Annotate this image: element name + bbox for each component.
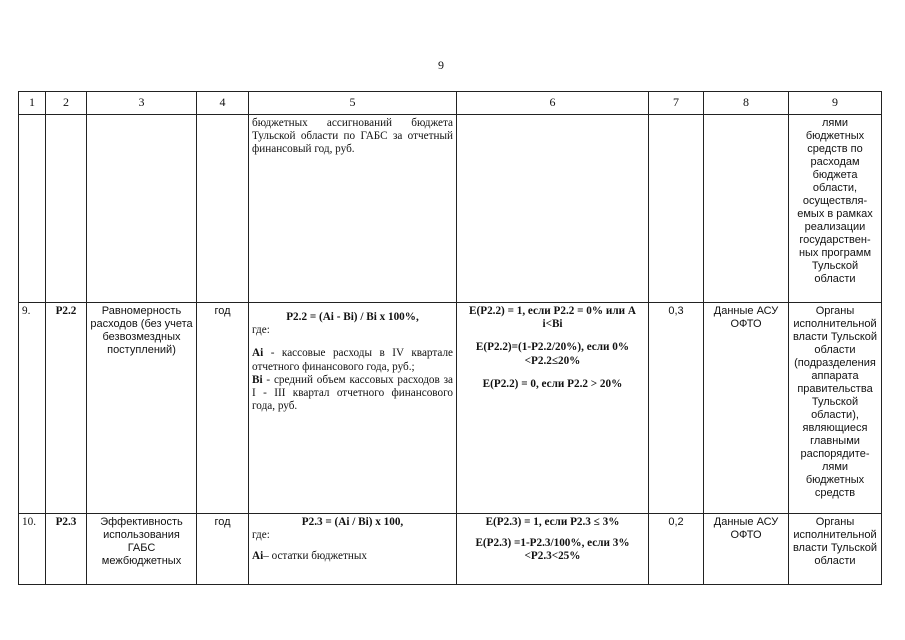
indicator-code: P2.2 bbox=[46, 303, 87, 514]
where-label: где: bbox=[252, 324, 270, 337]
period: год bbox=[197, 303, 249, 514]
responsible-cell: лями бюджетных средств по расходам бюджета области, осуществля-емых в рамках реализации государствен-ных программ Тульской области bbox=[789, 115, 882, 303]
formula-cell bbox=[249, 514, 457, 585]
definition-a: Ai– остатки бюджетных bbox=[252, 550, 367, 563]
table-row bbox=[19, 514, 882, 585]
weight: 0,2 bbox=[649, 514, 704, 585]
period: год bbox=[197, 514, 249, 585]
where-label: где: bbox=[252, 529, 270, 542]
header-cell: 7 bbox=[649, 92, 704, 115]
formula: P2.2 = (Ai - Bi) / Bi x 100%, bbox=[286, 311, 419, 323]
evaluation-cell bbox=[457, 303, 649, 514]
header-cell: 4 bbox=[197, 92, 249, 115]
evaluation-rule: E(P2.2) = 0, если P2.2 > 20% bbox=[482, 377, 623, 390]
evaluation-rule: E(P2.3) = 1, если P2.3 ≤ 3% bbox=[485, 516, 620, 528]
header-cell: 3 bbox=[87, 92, 197, 115]
indicator-name: Равномерность расходов (без учета безвозмездных поступлений) bbox=[87, 303, 197, 514]
row-number: 10. bbox=[19, 514, 46, 585]
weight: 0,3 bbox=[649, 303, 704, 514]
header-cell: 6 bbox=[457, 92, 649, 115]
evaluation-rule: E(P2.2)=(1-P2.2/20%), если 0%<P2.2≤20% bbox=[475, 341, 630, 367]
data-source: Данные АСУ ОФТО bbox=[704, 303, 789, 514]
table-row bbox=[19, 303, 882, 514]
responsible-cell: Органы исполнительной власти Тульской области (подразделения аппарата правительства Тульской области), являющиеся главными распорядите-лями бюджетных средств bbox=[789, 303, 882, 514]
data-source: Данные АСУ ОФТО bbox=[704, 514, 789, 585]
definition-b: Bi - средний объем кассовых расходов за I - III квартал отчетного финансового года, руб. bbox=[252, 373, 453, 413]
header-cell: 2 bbox=[46, 92, 87, 115]
formula-cell bbox=[249, 303, 457, 514]
header-cell: 9 bbox=[789, 92, 882, 115]
indicator-table bbox=[18, 91, 882, 585]
header-cell: 8 bbox=[704, 92, 789, 115]
header-cell: 1 bbox=[19, 92, 46, 115]
evaluation-cell bbox=[457, 514, 649, 585]
indicator-name: Эффективность использования ГАБС межбюджетных bbox=[87, 514, 197, 585]
formula-cell: бюджетных ассигнований бюджета Тульской области по ГАБС за отчетный финансовый год, руб. bbox=[249, 115, 457, 303]
responsible-cell: Органы исполнительной власти Тульской области bbox=[789, 514, 882, 585]
evaluation-rule: E(P2.3) =1-P2.3/100%, если 3%<P2.3<25% bbox=[475, 537, 630, 563]
row-number: 9. bbox=[19, 303, 46, 514]
evaluation-rule: E(P2.2) = 1, если P2.2 = 0% или A i<Bi bbox=[469, 305, 636, 331]
formula: P2.3 = (Ai / Bi) x 100, bbox=[301, 516, 404, 528]
header-row bbox=[19, 92, 882, 115]
indicator-code: P2.3 bbox=[46, 514, 87, 585]
header-cell: 5 bbox=[249, 92, 457, 115]
table-row bbox=[19, 115, 882, 303]
definition-a: Ai - кассовые расходы в IV квартале отчетного финансового года, руб.; bbox=[252, 347, 453, 373]
page-number: 9 bbox=[438, 58, 444, 72]
